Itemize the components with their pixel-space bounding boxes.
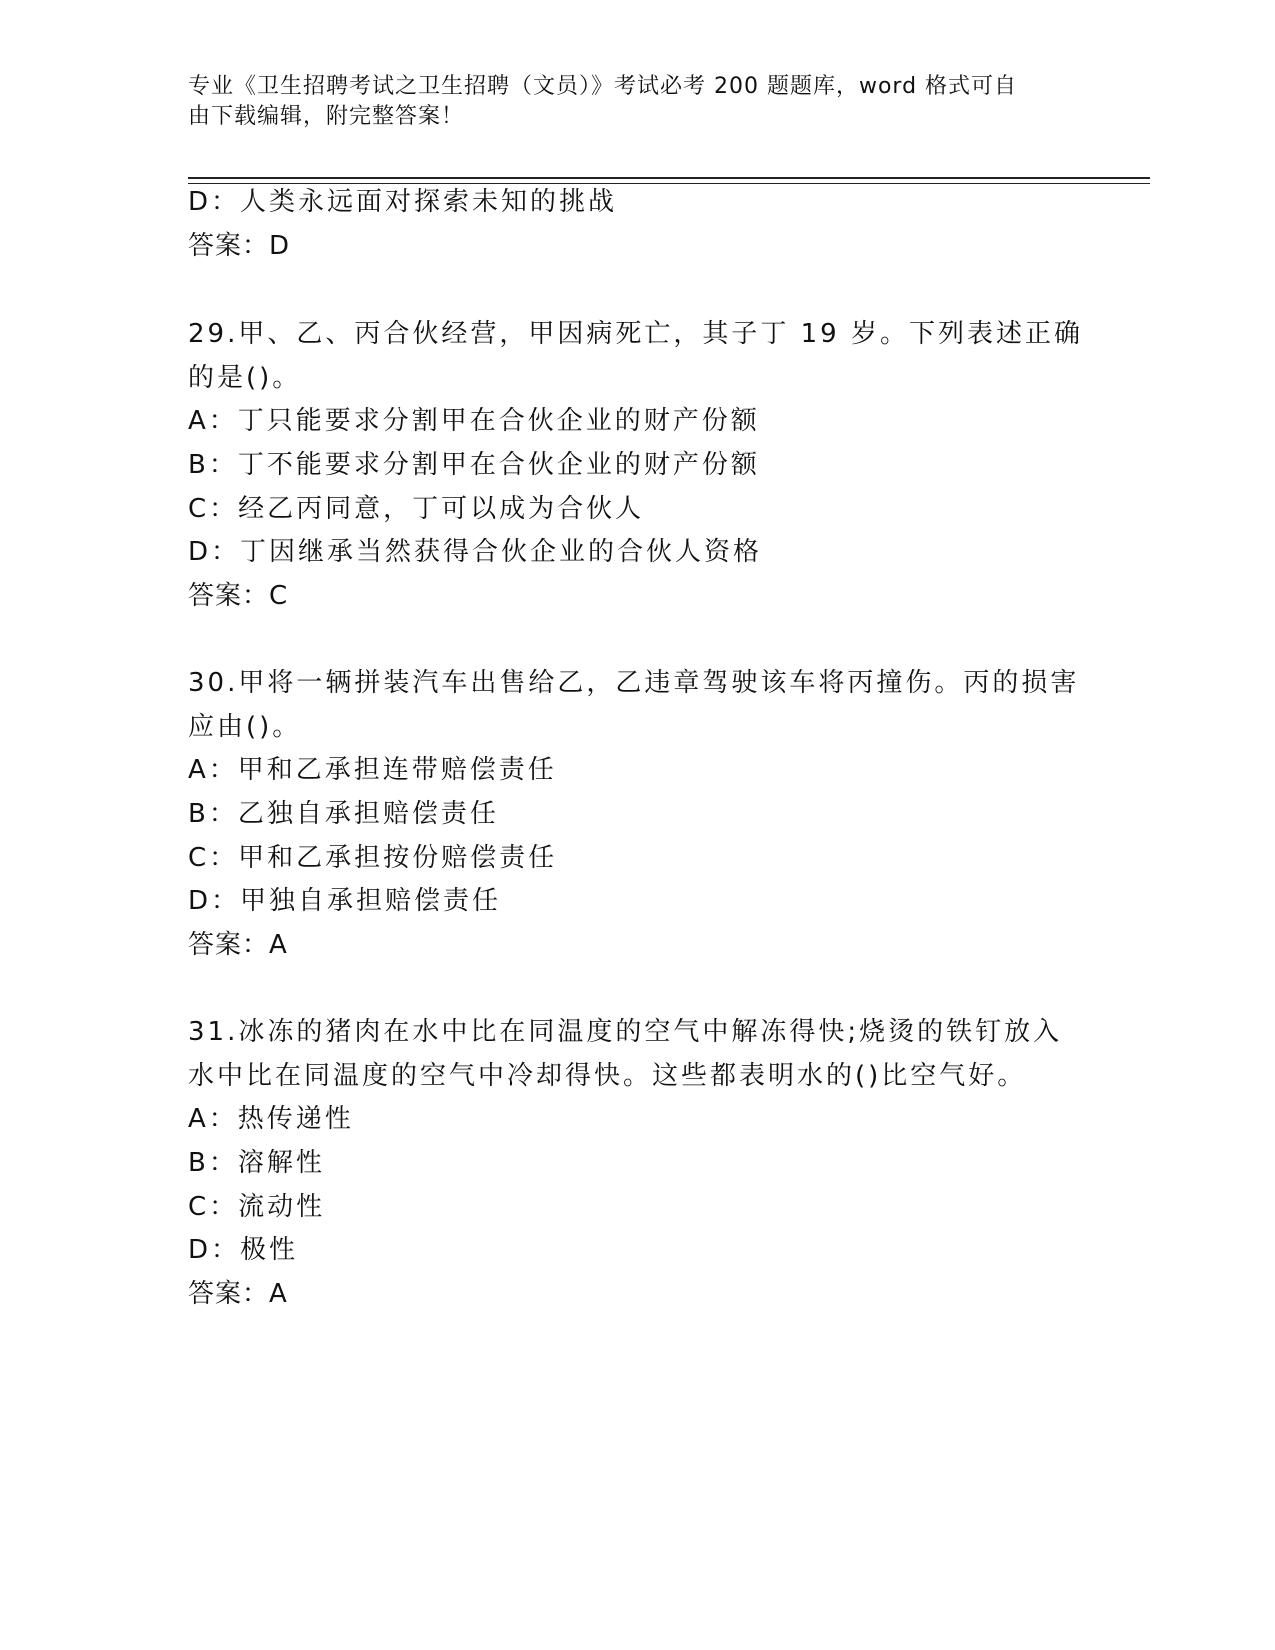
option-b: B：溶解性 (188, 1148, 325, 1178)
option-d: D：甲独自承担赔偿责任 (188, 886, 502, 916)
option-d: D：丁因继承当然获得合伙企业的合伙人资格 (188, 537, 763, 567)
answer: 答案：C (188, 581, 289, 611)
option-c: C：经乙丙同意，丁可以成为合伙人 (188, 494, 645, 524)
page-header (188, 72, 1068, 132)
prev-option-d: D：人类永远面对探索未知的挑战 (188, 187, 618, 217)
prev-answer: 答案：D (188, 231, 291, 261)
question-stem-line-1: 31.冰冻的猪肉在水中比在同温度的空气中解冻得快;烧烫的铁钉放入 (188, 1017, 1063, 1047)
header-line-2: 由下载编辑，附完整答案！ (188, 104, 465, 129)
answer: 答案：A (188, 1279, 288, 1309)
question-stem-line-1: 30.甲将一辆拼装汽车出售给乙，乙违章驾驶该车将丙撞伤。丙的损害 (188, 668, 1080, 698)
option-a: A：热传递性 (188, 1104, 354, 1134)
option-d: D：极性 (188, 1235, 299, 1265)
option-b: B：乙独自承担赔偿责任 (188, 799, 499, 829)
question-stem-line-1: 29.甲、乙、丙合伙经营，甲因病死亡，其子丁 19 岁。下列表述正确 (188, 319, 1083, 349)
header-line-1: 专业《卫生招聘考试之卫生招聘（文员）》考试必考 200 题题库，word 格式可自 (188, 74, 1018, 99)
option-c: C：流动性 (188, 1192, 326, 1222)
question-stem-line-2: 的是()。 (188, 363, 302, 393)
answer: 答案：A (188, 930, 288, 960)
header-divider (188, 177, 1150, 184)
question-stem-line-2: 应由()。 (188, 712, 302, 742)
option-b: B：丁不能要求分割甲在合伙企业的财产份额 (188, 450, 760, 480)
question-stem-line-2: 水中比在同温度的空气中冷却得快。这些都表明水的()比空气好。 (188, 1061, 1027, 1091)
option-c: C：甲和乙承担按份赔偿责任 (188, 843, 558, 873)
option-a: A：丁只能要求分割甲在合伙企业的财产份额 (188, 406, 760, 436)
option-a: A：甲和乙承担连带赔偿责任 (188, 755, 557, 785)
